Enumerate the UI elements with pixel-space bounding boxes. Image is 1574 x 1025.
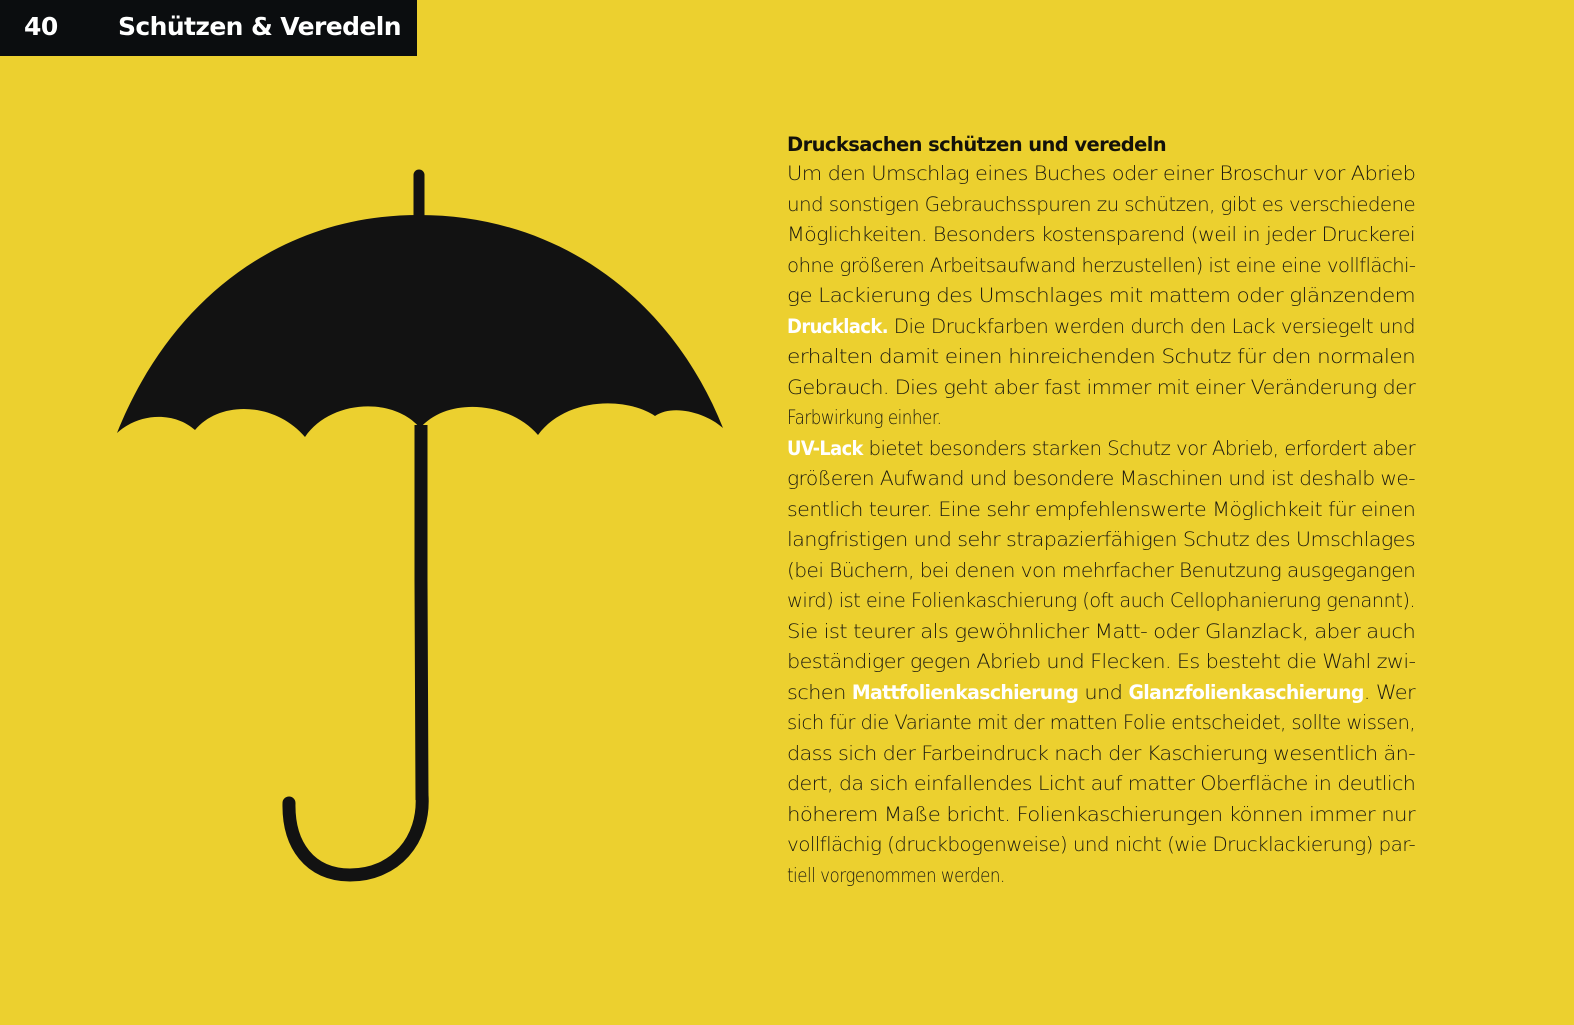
text-run: ohne größeren Arbeitsaufwand herzustellen) ist eine eine vollflächi- [787, 253, 1416, 277]
text-line [787, 800, 1415, 831]
article [787, 131, 1415, 891]
text-line [787, 342, 1415, 373]
text-line [787, 708, 1415, 739]
text-run: sich für die Variante mit der matten Folie entscheidet, sollte wissen, [787, 711, 1415, 734]
text-run: und sonstigen Gebrauchsspuren zu schützen, gibt es verschiedene [787, 192, 1416, 216]
text-line [787, 830, 1415, 861]
text-line [787, 403, 942, 434]
text-line [787, 556, 1415, 587]
text-line [787, 525, 1415, 556]
article-body [787, 159, 1415, 891]
text-line [787, 464, 1415, 495]
text-run: wird) ist eine Folienkaschierung (oft auch Cellophanierung genannt). [787, 589, 1415, 612]
text-run: Gebrauch. Dies geht aber fast immer mit einer Veränderung der [787, 375, 1416, 399]
text-run: schen [787, 680, 852, 704]
text-line [787, 159, 1415, 190]
text-run: Um den Umschlag eines Buches oder einer Broschur vor Abrieb [787, 162, 1416, 185]
text-run: erhalten damit einen hinreichenden Schutz für den normalen [787, 345, 1416, 368]
text-run: vollflächig (druckbogenweise) und nicht (wie Drucklackierung) par- [787, 833, 1416, 856]
text-line [787, 678, 1415, 709]
text-line [787, 495, 1415, 526]
text-run: und [1078, 680, 1129, 704]
text-line [787, 769, 1415, 800]
text-run: größeren Aufwand und besondere Maschinen und ist deshalb we- [787, 467, 1415, 490]
text-line [787, 586, 1415, 617]
text-line [787, 190, 1415, 221]
text-line [787, 861, 1005, 892]
text-line [787, 251, 1415, 282]
text-run: langfristigen und sehr strapazierfähigen Schutz des Umschlages [787, 528, 1416, 551]
text-line [787, 220, 1415, 251]
text-run: bietet besonders starken Schutz vor Abrieb, erfordert aber [862, 436, 1415, 460]
section-title: Schützen & Veredeln [118, 12, 401, 41]
page-number: 40 [24, 12, 58, 41]
text-run: Farbwirkung einher. [787, 406, 942, 429]
text-run: . Wer [1363, 680, 1415, 704]
text-run: ge Lackierung des Umschlages mit mattem oder glänzendem [787, 284, 1416, 307]
text-line [787, 617, 1415, 648]
text-run: Sie ist teurer als gewöhnlicher Matt- oder Glanzlack, aber auch [787, 619, 1416, 643]
text-run: dert, da sich einfallendes Licht auf matter Oberfläche in deutlich [787, 772, 1416, 795]
umbrella-icon [0, 0, 760, 1025]
text-line [787, 739, 1415, 770]
text-line [787, 373, 1415, 404]
highlighted-term: Mattfolienkaschierung [851, 680, 1079, 704]
text-run: tiell vorgenommen werden. [787, 863, 1005, 887]
text-run: Die Druckfarben werden durch den Lack versiegelt und [887, 314, 1415, 338]
text-line [787, 647, 1415, 678]
text-line [787, 281, 1415, 312]
text-run: dass sich der Farbeindruck nach der Kaschierung wesentlich än- [787, 741, 1416, 765]
text-line [787, 434, 1415, 465]
text-run: Möglichkeiten. Besonders kostensparend (weil in jeder Druckerei [787, 223, 1415, 246]
text-run: beständiger gegen Abrieb und Flecken. Es besteht die Wahl zwi- [787, 650, 1416, 673]
text-run: (bei Büchern, bei denen von mehrfacher Benutzung ausgegangen [787, 558, 1416, 582]
highlighted-term: UV-Lack [787, 436, 863, 460]
highlighted-term: Glanzfolienkaschierung [1128, 680, 1364, 704]
article-heading: Drucksachen schützen und veredeln [787, 133, 1167, 156]
highlighted-term: Drucklack. [787, 314, 888, 338]
text-run: höherem Maße bricht. Folienkaschierungen können immer nur [787, 802, 1415, 826]
text-run: sentlich teurer. Eine sehr empfehlenswerte Möglichkeit für einen [787, 497, 1416, 521]
text-line [787, 312, 1415, 343]
